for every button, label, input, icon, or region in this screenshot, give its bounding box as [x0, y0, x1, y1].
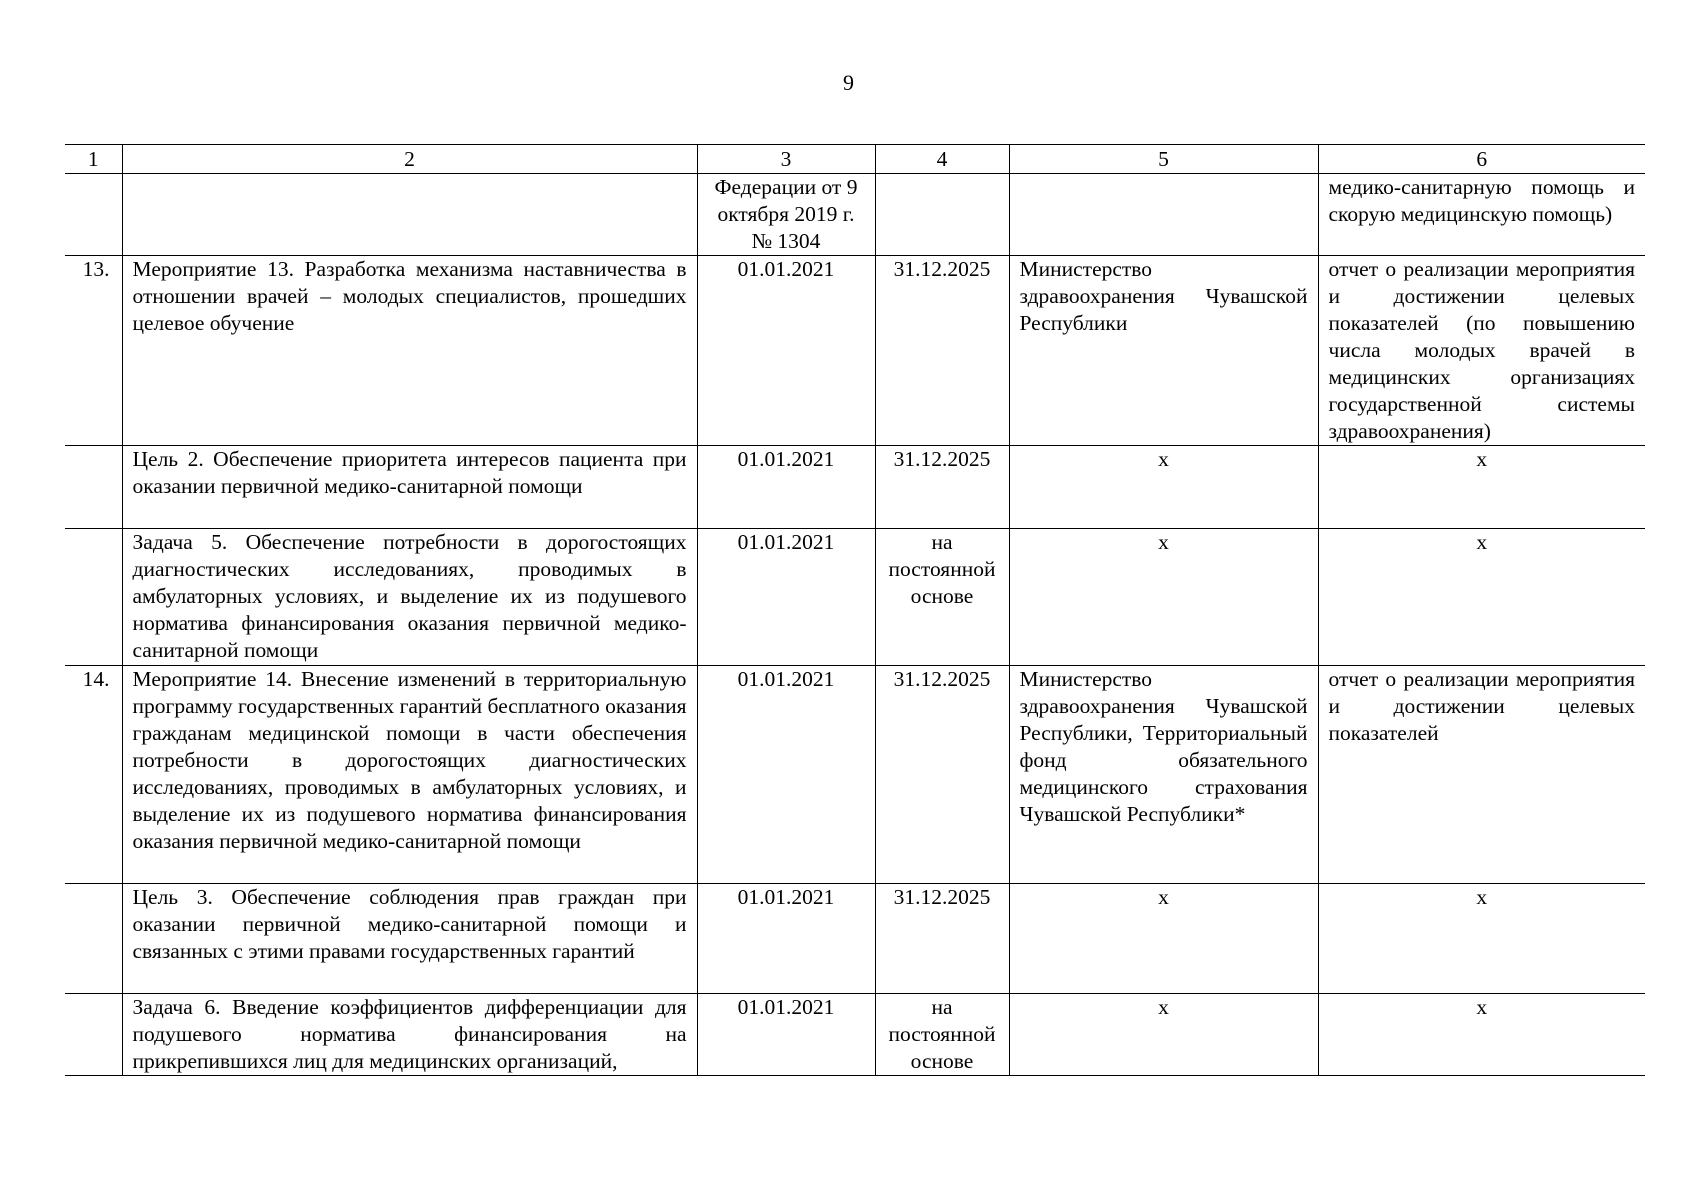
- row-responsible: х: [1009, 529, 1318, 666]
- row-number: [65, 529, 122, 666]
- row-result: х: [1318, 994, 1645, 1076]
- row-responsible: х: [1009, 884, 1318, 994]
- row-result: х: [1318, 446, 1645, 529]
- row-number: [65, 174, 122, 256]
- row-result: отчет о реализации мероприятия и достижении целевых показателей (по повышению числа молодых врачей в медицинских организациях государственной системы здравоохранения): [1318, 256, 1645, 446]
- row-end-date: [875, 174, 1009, 256]
- row-description: Задача 5. Обеспечение потребности в дорогостоящих диагностических исследованиях, проводимых в амбулаторных условиях, и выделение их из подушевого норматива финансирования оказания первичной медико-санитарной помощи: [122, 529, 697, 666]
- row-description: [122, 174, 697, 256]
- row-responsible: [1009, 174, 1318, 256]
- header-col-2: 2: [122, 145, 697, 174]
- row-end-date: 31.12.2025: [875, 256, 1009, 446]
- row-number: [65, 994, 122, 1076]
- row-start-date: 01.01.2021: [697, 994, 875, 1076]
- row-description: Задача 6. Введение коэффициентов дифференциации для подушевого норматива финансирования на прикрепившихся лиц для медицинских организаций,: [122, 994, 697, 1076]
- page-number: 9: [843, 70, 854, 95]
- row-end-date: 31.12.2025: [875, 666, 1009, 884]
- measures-table: [65, 144, 1645, 1076]
- table-row: [65, 174, 1645, 256]
- row-description: Цель 3. Обеспечение соблюдения прав граждан при оказании первичной медико-санитарной помощи и связанных с этими правами государственных гарантий: [122, 884, 697, 994]
- row-start-date: 01.01.2021: [697, 884, 875, 994]
- row-result: отчет о реализации мероприятия и достижении целевых показателей: [1318, 666, 1645, 884]
- table-row: [65, 256, 1645, 446]
- table-row: [65, 446, 1645, 529]
- header-col-1: 1: [65, 145, 122, 174]
- row-end-date: 31.12.2025: [875, 884, 1009, 994]
- row-start-date: 01.01.2021: [697, 666, 875, 884]
- row-start-date: 01.01.2021: [697, 529, 875, 666]
- header-col-4: 4: [875, 145, 1009, 174]
- header-col-3: 3: [697, 145, 875, 174]
- row-number: 13.: [65, 256, 122, 446]
- row-start-date: 01.01.2021: [697, 446, 875, 529]
- row-description: Мероприятие 14. Внесение изменений в территориальную программу государственных гарантий бесплатного оказания гражданам медицинской помощи в части обеспечения потребности в дорогостоящих диагностических исследованиях, проводимых в амбулаторных условиях, и выделение их из подушевого норматива финансирования оказания первичной медико-санитарной помощи: [122, 666, 697, 884]
- header-row: [65, 145, 1645, 174]
- row-end-date: на постоянной основе: [875, 994, 1009, 1076]
- row-result: х: [1318, 529, 1645, 666]
- row-start-date: 01.01.2021: [697, 256, 875, 446]
- row-responsible: х: [1009, 446, 1318, 529]
- row-description: Мероприятие 13. Разработка механизма наставничества в отношении врачей – молодых специалистов, прошедших целевое обучение: [122, 256, 697, 446]
- row-responsible: Министерство здравоохранения Чувашской Республики, Территориальный фонд обязательного медицинского страхования Чувашской Республики*: [1009, 666, 1318, 884]
- table-row: [65, 884, 1645, 994]
- row-result: медико-санитарную помощь и скорую медицинскую помощь): [1318, 174, 1645, 256]
- row-description: Цель 2. Обеспечение приоритета интересов пациента при оказании первичной медико-санитарной помощи: [122, 446, 697, 529]
- table-row: [65, 994, 1645, 1076]
- header-col-5: 5: [1009, 145, 1318, 174]
- table-row: [65, 666, 1645, 884]
- row-number: [65, 446, 122, 529]
- header-col-6: 6: [1318, 145, 1645, 174]
- row-number: [65, 884, 122, 994]
- row-number: 14.: [65, 666, 122, 884]
- row-end-date: 31.12.2025: [875, 446, 1009, 529]
- row-result: х: [1318, 884, 1645, 994]
- row-end-date: на постоянной основе: [875, 529, 1009, 666]
- row-start-date: Федерации от 9 октября 2019 г. № 1304: [697, 174, 875, 256]
- row-responsible: х: [1009, 994, 1318, 1076]
- table-row: [65, 529, 1645, 666]
- row-responsible: Министерство здравоохранения Чувашской Республики: [1009, 256, 1318, 446]
